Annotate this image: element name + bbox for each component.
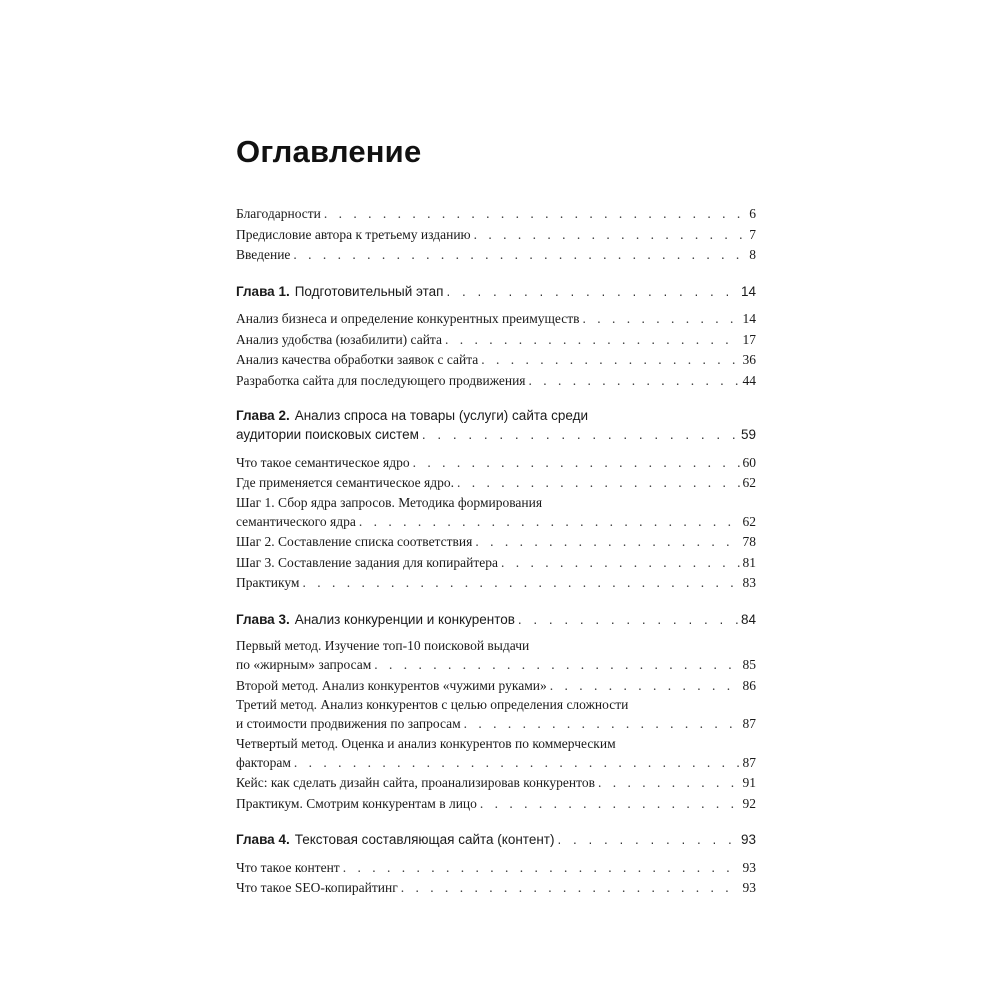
toc-entry[interactable] (236, 655, 756, 676)
dot-leader (374, 655, 739, 676)
spacer (236, 851, 756, 858)
page-number: 59 (740, 427, 756, 442)
page-number: 36 (742, 352, 756, 367)
toc-entry[interactable] (236, 494, 756, 512)
page-number: 93 (742, 880, 756, 895)
toc-entry[interactable] (236, 696, 756, 714)
page-number: 62 (742, 475, 756, 490)
entry-title: Шаг 3. Составление задания для копирайтера (236, 554, 498, 570)
page-number: 78 (742, 534, 756, 549)
chapter-number: Глава 2. (236, 408, 290, 423)
toc-entry[interactable] (236, 878, 756, 899)
toc-entry[interactable] (236, 453, 756, 474)
dot-leader (557, 830, 737, 851)
entry-title: Третий метод. Анализ конкурентов с целью определения сложности (236, 697, 629, 712)
entry-title: Практикум (236, 575, 300, 590)
toc-entry[interactable] (236, 735, 756, 753)
dot-leader (529, 371, 740, 392)
toc-entry[interactable] (236, 676, 756, 697)
toc-entry[interactable] (236, 473, 756, 494)
page-number: 85 (742, 657, 756, 672)
entry-title: Кейс: как сделать дизайн сайта, проанализировав конкурентов (236, 775, 595, 790)
entry-title: Практикум. Смотрим конкурентам в лицо (236, 795, 477, 811)
page-number: 91 (742, 775, 756, 790)
dot-leader (481, 350, 739, 371)
toc-entry[interactable] (236, 553, 756, 574)
chapter-heading[interactable] (236, 610, 756, 631)
page-number: 62 (742, 513, 756, 529)
toc-entry[interactable] (236, 512, 756, 533)
entry-title: Предисловие автора к третьему изданию (236, 226, 471, 242)
entry-title: Введение (236, 247, 291, 262)
dot-leader (359, 512, 740, 533)
dot-leader (401, 878, 740, 899)
dot-leader (464, 714, 740, 735)
dot-leader (294, 753, 740, 774)
dot-leader (343, 858, 740, 879)
dot-leader (475, 532, 739, 553)
spacer (236, 814, 756, 830)
toc-entry[interactable] (236, 371, 756, 392)
spacer (236, 446, 756, 453)
dot-leader (293, 245, 746, 266)
page-number: 93 (742, 859, 756, 875)
chapter-number: Глава 3. (236, 611, 290, 627)
dot-leader (550, 676, 740, 697)
dot-leader (474, 225, 747, 246)
entry-title: Анализ бизнеса и определение конкурентных преимуществ (236, 311, 580, 326)
spacer (236, 630, 756, 637)
entry-title: Текстовая составляющая сайта (контент) (294, 832, 555, 847)
entry-title: Анализ удобства (юзабилити) сайта (236, 331, 442, 347)
entry-title: Разработка сайта для последующего продвижения (236, 372, 526, 388)
entry-title: Анализ конкуренции и конкурентов (294, 611, 515, 627)
toc-entry[interactable] (236, 204, 756, 225)
chapter-heading[interactable] (236, 282, 756, 303)
page-number: 87 (742, 754, 756, 770)
chapter-heading[interactable] (236, 830, 756, 851)
dot-leader (457, 473, 740, 494)
dot-leader (447, 282, 738, 303)
page-number: 83 (742, 575, 756, 590)
toc-entry[interactable] (236, 532, 756, 553)
toc-entry[interactable] (236, 794, 756, 815)
page-number: 92 (742, 795, 756, 811)
page-number: 17 (742, 331, 756, 347)
toc-entry[interactable] (236, 573, 756, 594)
dot-leader (302, 573, 739, 594)
entry-title: Благодарности (236, 206, 321, 221)
page-number: 60 (742, 454, 756, 470)
entry-title: Анализ качества обработки заявок с сайта (236, 352, 479, 367)
spacer (236, 302, 756, 309)
dot-leader (583, 309, 740, 330)
page-number: 86 (742, 677, 756, 693)
entry-title: Что такое семантическое ядро (236, 454, 410, 470)
spacer (236, 266, 756, 282)
page-number: 84 (740, 611, 756, 627)
entry-title: аудитории поисковых систем (236, 427, 419, 442)
entry-title: Подготовительный этап (294, 283, 444, 299)
spacer (236, 594, 756, 610)
spacer (236, 391, 756, 407)
entry-title: Второй метод. Анализ конкурентов «чужими руками» (236, 677, 547, 693)
toc-entry[interactable] (236, 714, 756, 735)
dot-leader (324, 204, 746, 225)
page-number: 93 (740, 832, 756, 847)
page-number: 7 (749, 226, 756, 242)
dot-leader (518, 610, 738, 631)
entry-title: и стоимости продвижения по запросам (236, 716, 461, 731)
toc-entry[interactable] (236, 637, 756, 655)
dot-leader (501, 553, 740, 574)
toc-entry[interactable] (236, 330, 756, 351)
page-number: 14 (742, 311, 756, 326)
toc-entry[interactable] (236, 309, 756, 330)
dot-leader (480, 794, 740, 815)
page-number: 8 (749, 247, 756, 262)
chapter-heading[interactable] (236, 407, 756, 425)
entry-title: Шаг 1. Сбор ядра запросов. Методика формирования (236, 494, 543, 510)
page-number: 81 (742, 554, 756, 570)
toc-entry[interactable] (236, 225, 756, 246)
toc-entry[interactable] (236, 773, 756, 794)
entry-title: семантического ядра (236, 513, 356, 529)
chapter-number: Глава 4. (236, 832, 290, 847)
chapter-number: Глава 1. (236, 283, 290, 299)
entry-title: Первый метод. Изучение топ-10 поисковой выдачи (236, 638, 530, 653)
entry-title: Шаг 2. Составление списка соответствия (236, 534, 473, 549)
page-number: 87 (742, 716, 756, 731)
toc-entry[interactable] (236, 245, 756, 266)
toc-entry[interactable] (236, 350, 756, 371)
table-of-contents (236, 204, 756, 899)
page-number: 6 (749, 206, 756, 221)
entry-title: Анализ спроса на товары (услуги) сайта среди (294, 408, 589, 423)
toc-entry[interactable] (236, 858, 756, 879)
entry-title: факторам (236, 754, 291, 770)
entry-title: Четвертый метод. Оценка и анализ конкурентов по коммерческим (236, 735, 616, 751)
dot-leader (422, 425, 738, 446)
entry-title: Что такое SEO-копирайтинг (236, 880, 398, 895)
page-number: 14 (740, 283, 756, 299)
dot-leader (445, 330, 740, 351)
chapter-heading[interactable] (236, 425, 756, 446)
entry-title: по «жирным» запросам (236, 657, 372, 672)
dot-leader (598, 773, 740, 794)
page-number: 44 (742, 372, 756, 388)
entry-title: Что такое контент (236, 859, 340, 875)
entry-title: Где применяется семантическое ядро. (236, 475, 454, 490)
toc-entry[interactable] (236, 753, 756, 774)
page-title: Оглавление (236, 134, 422, 169)
dot-leader (413, 453, 740, 474)
